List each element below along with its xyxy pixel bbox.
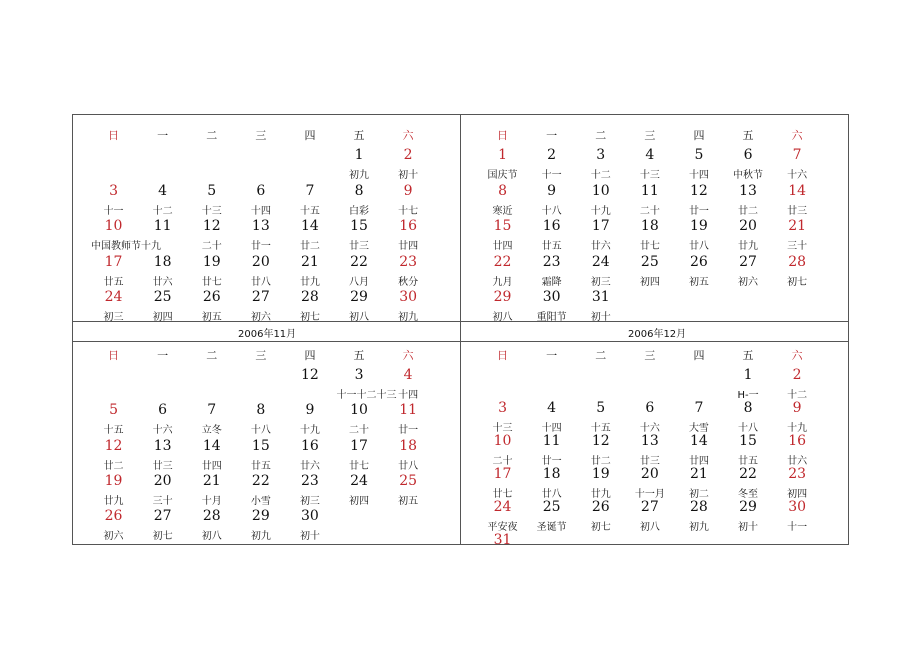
lunar-label: 中国教师节十九 <box>91 241 161 253</box>
lunar-label: 初九 <box>398 312 419 324</box>
lunar-label: 秋分 <box>398 276 419 288</box>
weekday-header: 二 <box>206 129 218 142</box>
lunar-label: 十一月 <box>634 489 665 500</box>
day-number: 10 <box>493 433 512 449</box>
lunar-label: 廿七 <box>639 241 660 253</box>
day-number: 23 <box>399 253 418 270</box>
day-number: 30 <box>399 289 418 306</box>
day-number: 18 <box>640 218 659 235</box>
lunar-label: 十一 <box>103 205 124 217</box>
day-number: 24 <box>493 499 512 515</box>
day-number: 4 <box>158 182 168 199</box>
weekday-header: 五 <box>742 349 754 362</box>
day-number: 8 <box>354 182 364 199</box>
lunar-label: 廿三 <box>639 456 660 467</box>
day-number: 16 <box>301 437 319 454</box>
lunar-label: 十一十二十三 <box>336 390 397 401</box>
day-number: 6 <box>743 147 753 163</box>
lunar-label: 廿一 <box>541 456 562 467</box>
day-number: 20 <box>153 472 172 489</box>
day-number: 20 <box>739 218 757 235</box>
day-number: 8 <box>256 402 266 419</box>
lunar-label: 廿八 <box>398 460 419 472</box>
lunar-label: 十四 <box>250 205 271 217</box>
lunar-label: 初八 <box>201 531 222 543</box>
day-number: 2 <box>547 147 557 163</box>
weekday-header: 二 <box>595 349 607 362</box>
lunar-label: 廿六 <box>590 241 611 253</box>
day-number: 19 <box>202 253 221 270</box>
horizontal-divider-bottom <box>72 341 849 342</box>
lunar-label: 廿九 <box>738 241 759 253</box>
month-title-december: 2006年12月 <box>628 329 687 340</box>
lunar-label: 十八 <box>250 425 271 437</box>
day-number: 28 <box>202 508 221 525</box>
day-number: 5 <box>207 182 217 199</box>
weekday-header: 四 <box>304 129 316 142</box>
day-number: 19 <box>104 472 123 489</box>
lunar-label: 十六 <box>639 423 660 434</box>
lunar-label: 十九 <box>299 425 320 437</box>
lunar-label: 平安夜 <box>487 522 518 533</box>
weekday-header: 一 <box>546 129 558 142</box>
weekday-header: 二 <box>595 129 607 142</box>
day-number: 19 <box>690 218 708 235</box>
day-number: 18 <box>153 253 172 270</box>
lunar-label: 初二 <box>688 489 709 500</box>
day-number: 29 <box>493 289 512 306</box>
lunar-label: 十九 <box>590 205 611 217</box>
day-number: 15 <box>251 437 270 454</box>
weekday-header: 五 <box>353 129 365 142</box>
lunar-label: 廿七 <box>492 489 513 500</box>
weekday-header: 三 <box>644 349 656 362</box>
lunar-label: 初四 <box>639 276 660 288</box>
lunar-label: 寒近 <box>492 205 513 217</box>
lunar-label: 小雪 <box>250 495 271 507</box>
lunar-label: 二十 <box>201 241 222 253</box>
lunar-label: 初七 <box>299 312 320 324</box>
lunar-label: 十六 <box>787 170 808 181</box>
lunar-label: 初五 <box>201 312 222 324</box>
day-number: 7 <box>694 400 704 416</box>
day-number: 13 <box>739 182 757 199</box>
lunar-label: 廿九 <box>299 276 320 288</box>
day-number: 31 <box>591 289 610 306</box>
lunar-label: 初三 <box>299 495 320 507</box>
weekday-header: 日 <box>497 129 509 142</box>
lunar-label: 十七 <box>398 205 419 217</box>
day-number: 12 <box>591 433 610 449</box>
day-number: 11 <box>542 433 561 449</box>
lunar-label: 廿九 <box>103 495 124 507</box>
lunar-label: 廿四 <box>688 456 709 467</box>
lunar-label: 廿八 <box>250 276 271 288</box>
day-number: 3 <box>498 400 507 416</box>
lunar-label: 廿二 <box>590 456 611 467</box>
weekday-header: 四 <box>304 349 316 362</box>
day-number: 23 <box>542 253 561 270</box>
lunar-label: 廿五 <box>541 241 562 253</box>
weekday-header: 三 <box>255 129 267 142</box>
day-number: 8 <box>498 182 507 199</box>
lunar-label: 初六 <box>250 312 271 324</box>
weekday-header: 日 <box>108 349 120 362</box>
lunar-label: 十二 <box>787 390 808 401</box>
lunar-label: 初六 <box>738 276 759 288</box>
lunar-label: 初四 <box>152 312 173 324</box>
lunar-label: 十四 <box>688 170 709 181</box>
lunar-label: 十二 <box>590 170 611 181</box>
lunar-label: 三十 <box>152 495 173 507</box>
day-number: 9 <box>305 402 315 419</box>
lunar-label: 廿四 <box>201 460 222 472</box>
lunar-label: 十四 <box>398 390 419 401</box>
day-number: 17 <box>493 466 512 482</box>
day-number: 6 <box>158 402 168 419</box>
weekday-header: 二 <box>206 349 218 362</box>
day-number: 17 <box>104 253 123 270</box>
lunar-label: 初六 <box>103 531 124 543</box>
lunar-label: 立冬 <box>201 425 222 437</box>
lunar-label: 廿五 <box>738 456 759 467</box>
day-number: 11 <box>640 182 659 199</box>
day-number: 14 <box>788 182 807 199</box>
lunar-label: 廿三 <box>152 460 173 472</box>
lunar-label: 重阳节 <box>536 312 567 324</box>
weekday-header: 六 <box>791 129 803 142</box>
weekday-header: 一 <box>157 129 169 142</box>
day-number: 9 <box>547 182 557 199</box>
day-number: 14 <box>202 437 221 454</box>
lunar-label: 初五 <box>688 276 709 288</box>
day-number: 7 <box>792 147 802 163</box>
day-number: 30 <box>301 508 319 525</box>
weekday-header: 六 <box>402 349 414 362</box>
lunar-label: 大雪 <box>688 423 709 434</box>
lunar-label: 九月 <box>492 276 513 288</box>
day-number: 16 <box>399 218 418 235</box>
lunar-label: 八月 <box>349 276 370 288</box>
weekday-header: 六 <box>791 349 803 362</box>
vertical-divider <box>460 114 461 545</box>
lunar-label: 三十 <box>787 241 808 253</box>
day-number: 20 <box>640 466 659 482</box>
lunar-label: 二十 <box>492 456 513 467</box>
lunar-label: 廿五 <box>103 276 124 288</box>
day-number: 12 <box>690 182 708 199</box>
lunar-label: 廿六 <box>787 456 808 467</box>
day-number: 3 <box>354 367 364 383</box>
lunar-label: 廿八 <box>688 241 709 253</box>
day-number: 23 <box>301 472 319 489</box>
lunar-label: 十一 <box>787 522 808 533</box>
lunar-label: 廿四 <box>398 241 419 253</box>
lunar-label: 十六 <box>152 425 173 437</box>
day-number: 26 <box>591 499 610 515</box>
lunar-label: 初九 <box>349 170 370 181</box>
day-number: 3 <box>596 147 606 163</box>
day-number: 25 <box>399 472 418 489</box>
day-number: 14 <box>301 218 319 235</box>
lunar-label: 十一 <box>541 170 562 181</box>
lunar-label: 廿九 <box>590 489 611 500</box>
day-number: 21 <box>788 218 807 235</box>
day-number: 21 <box>202 472 221 489</box>
lunar-label: 初十 <box>398 170 419 181</box>
day-number: 24 <box>350 472 368 489</box>
day-number: 11 <box>153 218 172 235</box>
lunar-label: 廿八 <box>541 489 562 500</box>
lunar-label: 初十 <box>738 522 759 533</box>
day-number: 23 <box>788 466 807 482</box>
day-number: 22 <box>493 253 512 270</box>
month-title-november: 2006年11月 <box>238 329 297 340</box>
day-number: 22 <box>350 253 368 270</box>
lunar-label: 初七 <box>787 276 808 288</box>
lunar-label: 初九 <box>688 522 709 533</box>
day-number: 18 <box>542 466 561 482</box>
day-number: 16 <box>542 218 561 235</box>
lunar-label: 冬至 <box>738 489 759 500</box>
day-number: 27 <box>739 253 757 270</box>
day-number: 28 <box>788 253 807 270</box>
day-number: 17 <box>350 437 368 454</box>
lunar-label: 十八 <box>738 423 759 434</box>
lunar-label: 霜降 <box>541 276 562 288</box>
lunar-label: H-一 <box>737 390 759 401</box>
lunar-label: 初九 <box>250 531 271 543</box>
lunar-label: 廿三 <box>787 205 808 217</box>
day-number: 22 <box>251 472 270 489</box>
day-number: 26 <box>104 508 123 525</box>
lunar-label: 十二 <box>152 205 173 217</box>
day-number: 19 <box>591 466 610 482</box>
day-number: 20 <box>251 253 270 270</box>
day-number: 12 <box>301 367 319 383</box>
weekday-header: 三 <box>255 349 267 362</box>
day-number: 7 <box>207 402 217 419</box>
day-number: 30 <box>788 499 807 515</box>
day-number: 29 <box>739 499 757 515</box>
lunar-label: 廿二 <box>103 460 124 472</box>
lunar-label: 初十 <box>299 531 320 543</box>
lunar-label: 廿六 <box>152 276 173 288</box>
day-number: 30 <box>542 289 561 306</box>
lunar-label: 十四 <box>541 423 562 434</box>
lunar-label: 廿四 <box>492 241 513 253</box>
lunar-label: 廿五 <box>250 460 271 472</box>
lunar-label: 初四 <box>349 495 370 507</box>
lunar-label: 初四 <box>787 489 808 500</box>
weekday-header: 四 <box>693 349 705 362</box>
weekday-header: 一 <box>157 349 169 362</box>
day-number: 7 <box>305 182 315 199</box>
day-number: 8 <box>743 400 753 416</box>
day-number: 5 <box>694 147 704 163</box>
day-number: 17 <box>591 218 610 235</box>
day-number: 2 <box>792 367 802 383</box>
day-number: 11 <box>399 402 418 419</box>
day-number: 6 <box>645 400 655 416</box>
lunar-label: 初五 <box>398 495 419 507</box>
day-number: 2 <box>403 147 413 163</box>
lunar-label: 初三 <box>103 312 124 324</box>
day-number: 15 <box>739 433 757 449</box>
day-number: 13 <box>153 437 172 454</box>
day-number: 12 <box>202 218 221 235</box>
lunar-label: 廿一 <box>688 205 709 217</box>
lunar-label: 二十 <box>639 205 660 217</box>
day-number: 27 <box>153 508 172 525</box>
lunar-label: 中秋节 <box>733 170 764 181</box>
lunar-label: 廿三 <box>349 241 370 253</box>
day-number: 24 <box>591 253 610 270</box>
day-number: 28 <box>690 499 708 515</box>
day-number: 12 <box>104 437 123 454</box>
lunar-label: 初七 <box>590 522 611 533</box>
day-number: 15 <box>493 218 512 235</box>
day-number: 26 <box>690 253 708 270</box>
day-number: 31 <box>493 532 512 548</box>
day-number: 25 <box>153 289 172 306</box>
day-number: 18 <box>399 437 418 454</box>
day-number: 4 <box>547 400 557 416</box>
lunar-label: 十八 <box>541 205 562 217</box>
day-number: 13 <box>640 433 659 449</box>
day-number: 14 <box>690 433 708 449</box>
day-number: 29 <box>251 508 270 525</box>
weekday-header: 一 <box>546 349 558 362</box>
lunar-label: 初八 <box>639 522 660 533</box>
day-number: 6 <box>256 182 266 199</box>
day-number: 10 <box>104 218 123 235</box>
day-number: 13 <box>251 218 270 235</box>
day-number: 28 <box>301 289 319 306</box>
lunar-label: 廿二 <box>299 241 320 253</box>
day-number: 9 <box>403 182 413 199</box>
lunar-label: 廿六 <box>299 460 320 472</box>
day-number: 22 <box>739 466 757 482</box>
lunar-label: 廿七 <box>349 460 370 472</box>
day-number: 21 <box>301 253 319 270</box>
lunar-label: 二十 <box>349 425 370 437</box>
day-number: 5 <box>596 400 606 416</box>
lunar-label: 初十 <box>590 312 611 324</box>
lunar-label: 十九 <box>787 423 808 434</box>
day-number: 4 <box>645 147 655 163</box>
day-number: 4 <box>403 367 413 383</box>
lunar-label: 圣诞节 <box>536 522 567 533</box>
weekday-header: 日 <box>108 129 120 142</box>
lunar-label: 初三 <box>590 276 611 288</box>
day-number: 24 <box>104 289 123 306</box>
weekday-header: 五 <box>742 129 754 142</box>
day-number: 15 <box>350 218 368 235</box>
lunar-label: 十三 <box>201 205 222 217</box>
lunar-label: 廿二 <box>738 205 759 217</box>
lunar-label: 十三 <box>492 423 513 434</box>
day-number: 26 <box>202 289 221 306</box>
lunar-label: 初七 <box>152 531 173 543</box>
lunar-label: 初八 <box>492 312 513 324</box>
day-number: 9 <box>792 400 802 416</box>
day-number: 3 <box>109 182 118 199</box>
lunar-label: 初八 <box>349 312 370 324</box>
day-number: 1 <box>743 367 753 383</box>
lunar-label: 十三 <box>639 170 660 181</box>
day-number: 1 <box>498 147 507 163</box>
weekday-header: 日 <box>497 349 509 362</box>
day-number: 10 <box>591 182 610 199</box>
lunar-label: 十五 <box>299 205 320 217</box>
lunar-label: 廿一 <box>398 425 419 437</box>
weekday-header: 四 <box>693 129 705 142</box>
day-number: 25 <box>542 499 561 515</box>
weekday-header: 六 <box>402 129 414 142</box>
day-number: 16 <box>788 433 807 449</box>
lunar-label: 十月 <box>201 495 222 507</box>
day-number: 27 <box>640 499 659 515</box>
day-number: 1 <box>354 147 364 163</box>
lunar-label: 国庆节 <box>487 170 518 181</box>
weekday-header: 三 <box>644 129 656 142</box>
lunar-label: 十五 <box>103 425 124 437</box>
lunar-label: 十五 <box>590 423 611 434</box>
day-number: 21 <box>690 466 708 482</box>
day-number: 25 <box>640 253 659 270</box>
lunar-label: 廿七 <box>201 276 222 288</box>
day-number: 10 <box>350 402 368 419</box>
day-number: 29 <box>350 289 368 306</box>
day-number: 5 <box>109 402 118 419</box>
lunar-label: 廿一 <box>250 241 271 253</box>
lunar-label: 白彩 <box>349 205 370 217</box>
weekday-header: 五 <box>353 349 365 362</box>
day-number: 27 <box>251 289 270 306</box>
